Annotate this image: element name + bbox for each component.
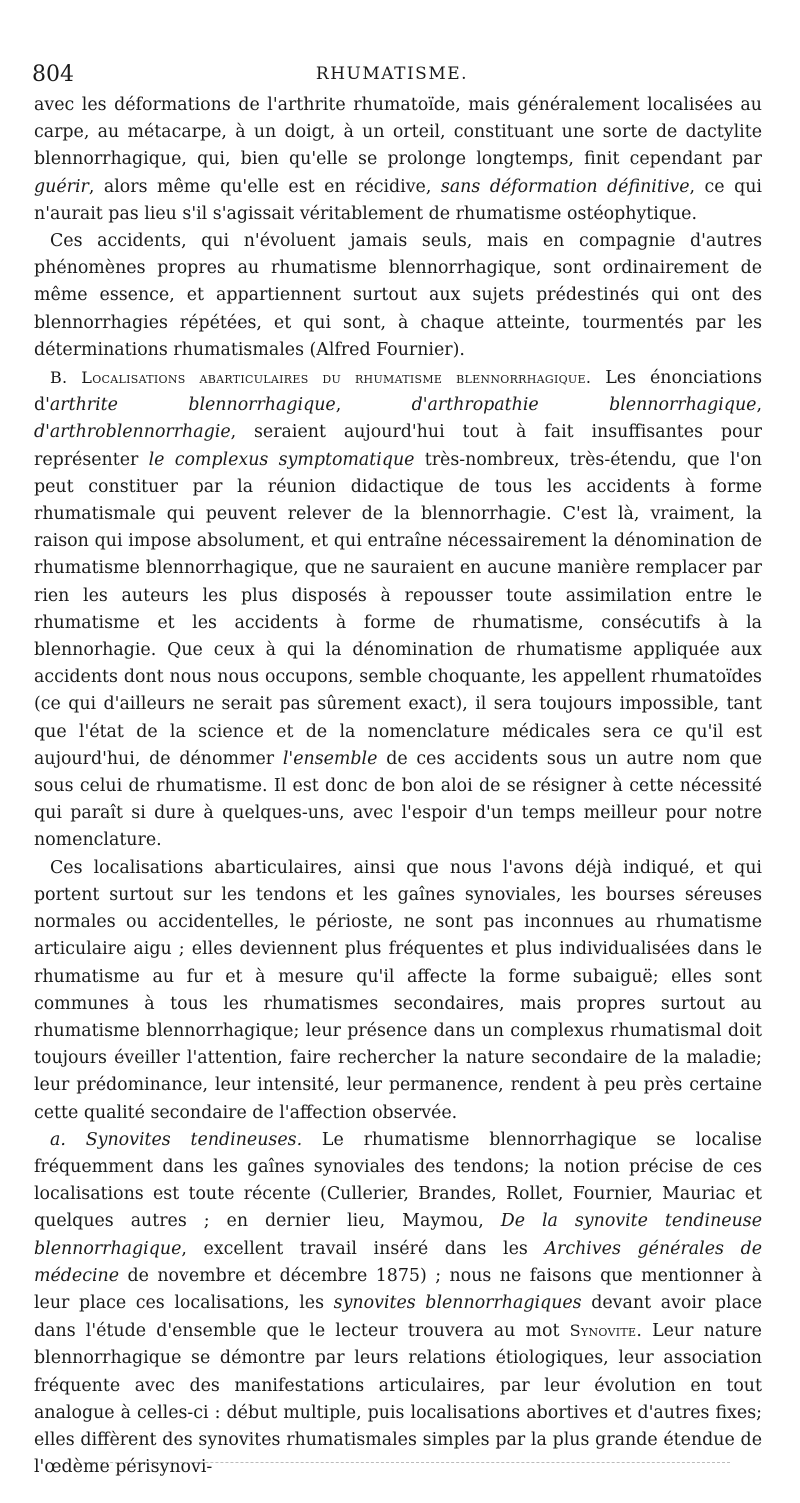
italic-span: d'arthroblennorrhagie bbox=[34, 422, 231, 443]
italic-span: Archives générales de médecine bbox=[34, 1238, 762, 1286]
text-span: , bbox=[335, 395, 412, 416]
text-span: Ces localisations abarticulaires, ainsi que nous l'avons déjà indiqué, et qui portent surtout sur les tendons et les gaînes synoviales, les bourses séreuses normales ou accidentelles, le périoste, ne sont pas inconnues au rhumatisme articulaire aigu ; elles deviennent plus fréquentes et plus individualisées dans le rhumatisme au fur et à mesure qu'il affecte la forme subaiguë; elles sont communes à tous les rhumatismes secondaires, mais propres surtout au rhumatisme blennorrhagique; leur présence dans un complexus rhumatismal doit toujours éveiller l'attention, faire rechercher la nature secondaire de la maladie; leur prédominance, leur intensité, leur permanence, rendent à peu près certaine cette qualité secondaire de l'affection observée. bbox=[34, 857, 762, 1123]
text-span: avec les déformations de l'arthrite rhumatoïde, mais généralement localisées au carpe, au métacarpe, à un doigt, à un orteil, constituant une sorte de dactylite blennorrhagique, qui, bien qu'elle se prolonge longtemps, finit cependant par bbox=[34, 95, 762, 170]
italic-span: a. Synovites tendineuses. bbox=[50, 1129, 303, 1150]
small-caps-span: Synovite bbox=[569, 1321, 637, 1341]
italic-span: arthrite blennorrhagique bbox=[49, 395, 336, 416]
text-span: Le rhumatisme blennorrhagique se localise fréquemment dans les gaînes synoviales des tendons; la notion précise de ces localisations est toute récente (Cullerier, Brandes, Rollet, Fournier, Mauriac et quelques autres ; en dernier lieu, Maymou, bbox=[34, 1129, 762, 1232]
running-head: RHUMATISME. bbox=[315, 64, 469, 84]
italic-span: synovites blennorrhagiques bbox=[333, 1292, 582, 1313]
small-caps-span: B. Localisations abarticulaires du rhumatisme blennorrhagique. bbox=[50, 368, 592, 388]
italic-span: De la synovite tendineuse blennorrhagique bbox=[34, 1211, 762, 1259]
italic-span: le complexus symptomatique bbox=[148, 449, 415, 470]
footer-rule bbox=[90, 1462, 730, 1463]
text-span: Ces accidents, qui n'évoluent jamais seuls, mais en compagnie d'autres phénomènes propres au rhumatisme blennorrhagique, sont ordinairement de même essence, et appartiennent surtout aux sujets prédestinés qui ont des blennorrhagies répétées, et qui sont, à chaque atteinte, tourmentés par les déterminations rhumatismales (Alfred Fournier). bbox=[34, 231, 762, 360]
paragraph bbox=[34, 364, 762, 855]
text-span: de novembre et décembre 1875) ; nous ne faisons que mentionner à leur place ces localisations, les bbox=[34, 1265, 762, 1313]
text-span: , alors même qu'elle est en récidive, bbox=[88, 176, 441, 197]
text-span: , ce qui n'aurait pas lieu s'il s'agissait véritablement de rhumatisme ostéophytique. bbox=[34, 176, 762, 224]
text-span: très-nombreux, très-étendu, que l'on peut constituer par la réunion didactique de tous les accidents à forme rhumatismale qui peuvent relever de la blennorrhagie. C'est là, vraiment, la raison qui impose absolument, et qui entraîne nécessairement la dénomination de rhumatisme blennorrhagique, que ne sauraient en aucune manière remplacer par rien les auteurs les plus disposés à repousser toute assimilation entre le rhumatisme et les accidents à forme de rhumatisme, consécutifs à la blennorhagie. Que ceux à qui la dénomination de rhumatisme appliquée aux accidents dont nous nous occupons, semble choquante, les appellent rhumatoïdes (ce qui d'ailleurs ne serait pas sûrement exact), il sera toujours impossible, tant que l'état de la science et de la nomenclature médicales sera ce qu'il est aujourd'hui, de dénommer bbox=[34, 449, 762, 769]
text-span: Les énonciations d' bbox=[34, 368, 762, 416]
text-span: . Leur nature blennorrhagique se démontre par leurs relations étiologiques, leur association fréquente avec des manifestations articulaires, par leur évolution en tout analogue à celles-ci : début multiple, puis localisations abortives et d'autres fixes; elles diffèrent des synovites rhumatismales simples par la plus grande étendue de l'œdème périsynovi- bbox=[34, 1321, 762, 1478]
italic-span: d'arthropathie blennorrhagique bbox=[411, 395, 757, 416]
italic-span: l'ensemble bbox=[282, 748, 378, 769]
italic-span: guérir bbox=[34, 176, 89, 197]
text-span: , seraient aujourd'hui tout à fait insuffisantes pour représenter bbox=[34, 422, 762, 470]
paragraph bbox=[34, 1127, 762, 1482]
page-header bbox=[32, 62, 752, 92]
body-text bbox=[34, 92, 762, 1481]
italic-span: sans déformation définitive bbox=[440, 176, 690, 197]
text-span: de ces accidents sous un autre nom que sous celui de rhumatisme. Il est donc de bon aloi de se résigner à cette nécessité qui paraît si dure à quelques-uns, avec l'espoir d'un temps meilleur pour notre nomenclature. bbox=[34, 748, 762, 851]
paragraph bbox=[34, 228, 762, 364]
text-span: devant avoir place dans l'étude d'ensemble que le lecteur trouvera au mot bbox=[34, 1292, 762, 1342]
paragraph bbox=[34, 92, 762, 228]
page-number: 804 bbox=[32, 62, 74, 87]
text-span: , excellent travail inséré dans les bbox=[181, 1238, 545, 1259]
text-span: , bbox=[756, 395, 762, 416]
paragraph bbox=[34, 855, 762, 1127]
